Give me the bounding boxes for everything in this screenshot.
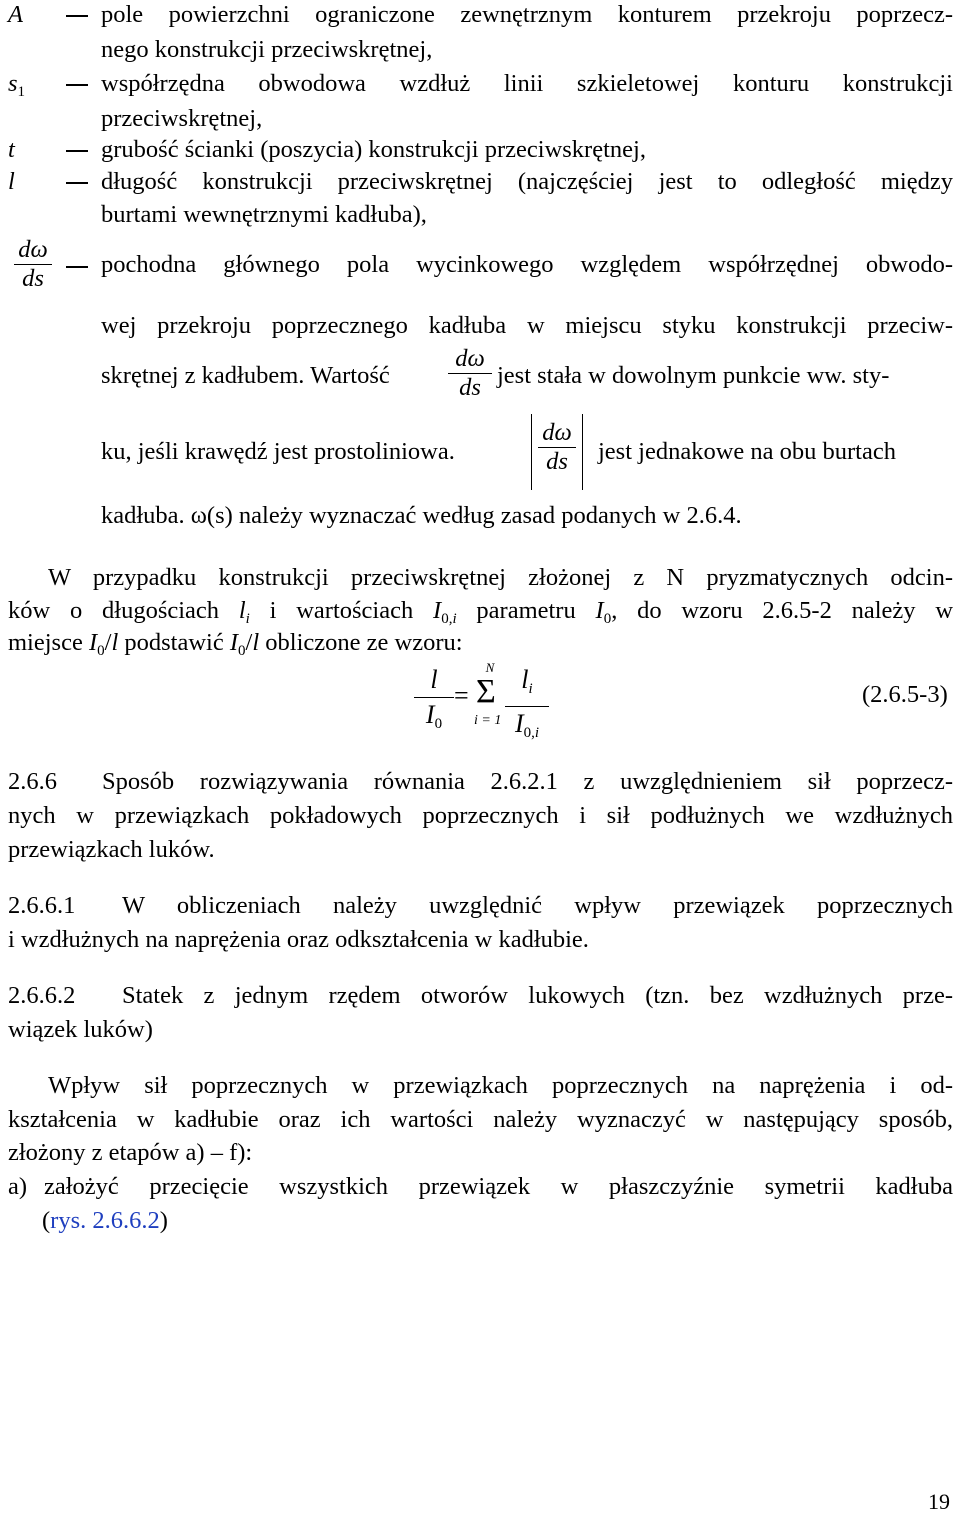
def-text: pochodna głównego pola wycinkowego względem współrzędnej obwodo- xyxy=(101,251,953,278)
def-text: grubość ścianki (poszycia) konstrukcji przeciwskrętnej, xyxy=(101,136,646,163)
formula-rhs: li $I_{0,i}$ xyxy=(505,663,549,750)
equals-sign: = xyxy=(454,681,469,710)
section-number: 2.6.6.1 xyxy=(8,892,76,919)
section-number: 2.6.6 xyxy=(8,768,57,795)
section-title-line: Sposób rozwiązywania równania 2.6.2.1 z uwzględnieniem sił poprzecz- xyxy=(102,768,953,795)
def-text: współrzędna obwodowa wzdłuż linii szkieletowej konturu konstrukcji xyxy=(101,70,953,97)
dash xyxy=(66,15,88,17)
abs-bar-left xyxy=(531,414,532,490)
fraction-domega-ds: dω ds xyxy=(448,345,492,402)
fraction-domega-ds: dω ds xyxy=(538,419,576,476)
section-title-line: wiązek luków) xyxy=(8,1016,153,1043)
def-text: nego konstrukcji przeciwskrętnej, xyxy=(101,36,433,63)
para-line: miejsce $I_0/l$ podstawić $I_0/l$ obliczone ze wzoru: xyxy=(8,629,463,659)
para-line: kształcenia w kadłubie oraz ich wartości należy wyznaczyć w następujący sposób, xyxy=(8,1106,953,1133)
section-number: 2.6.6.2 xyxy=(8,982,76,1009)
formula-lhs: l $I_0$ xyxy=(414,663,454,741)
section-title-line: przewiązkach luków. xyxy=(8,836,215,863)
def-text: pole powierzchni ograniczone zewnętrznym konturem przekroju poprzecz- xyxy=(101,1,953,28)
symbol-t: t xyxy=(8,136,15,163)
def-text: jest jednakowe na obu burtach xyxy=(598,438,896,465)
symbol-l: l xyxy=(8,168,15,195)
dash xyxy=(66,182,88,184)
section-text-line: W obliczeniach należy uwzględnić wpływ przewiązek poprzecznych xyxy=(122,892,953,919)
dash xyxy=(66,84,88,86)
para-line: Wpływ sił poprzecznych w przewiązkach poprzecznych na naprężenia i od- xyxy=(48,1072,953,1099)
page-number: 19 xyxy=(928,1489,950,1514)
dash xyxy=(66,266,88,268)
symbol-s1: $s_1$ xyxy=(8,70,26,100)
list-item-label: a) xyxy=(8,1173,28,1200)
sum-upper-limit: N xyxy=(485,660,495,675)
section-title-line: nych w przewiązkach pokładowych poprzecznych i sił podłużnych we wzdłużnych xyxy=(8,802,953,829)
def-text: burtami wewnętrznymi kadłuba), xyxy=(101,201,427,228)
figure-link[interactable]: rys. 2.6.6.2 xyxy=(50,1207,160,1234)
para-line: ków o długościach $l_i$ i wartościach $I_{0,i}$ parametru $I_0$, do wzoru 2.6.5-2 należy w xyxy=(8,597,954,627)
def-text: długość konstrukcji przeciwskrętnej (najczęściej jest to odległość między xyxy=(101,168,953,195)
def-text: przeciwskrętnej, xyxy=(101,105,263,132)
sum-lower-limit: i = 1 xyxy=(474,713,502,728)
section-text-line: i wzdłużnych na naprężenia oraz odkształcenia w kadłubie. xyxy=(8,926,589,953)
def-text: kadłuba. ω(s) należy wyznaczać według zasad podanych w 2.6.4. xyxy=(101,502,742,529)
def-text: jest stała w dowolnym punkcie ww. sty- xyxy=(497,362,890,389)
section-title-line: Statek z jednym rzędem otworów lukowych (tzn. bez wzdłużnych prze- xyxy=(122,982,953,1009)
para-line: W przypadku konstrukcji przeciwskrętnej złożonej z N pryzmatycznych odcin- xyxy=(48,564,953,591)
para-line: złożony z etapów a) – f): xyxy=(8,1139,253,1166)
def-text: wej przekroju poprzecznego kadłuba w miejscu styku konstrukcji przeciw- xyxy=(101,312,953,339)
dash xyxy=(66,150,88,152)
sum-sign: Σ xyxy=(476,673,496,710)
def-text: skrętnej z kadłubem. Wartość xyxy=(101,362,390,389)
list-item-text: założyć przecięcie wszystkich przewiązek w płaszczyźnie symetrii kadłuba xyxy=(44,1173,953,1200)
symbol-A: A xyxy=(8,1,23,28)
list-item-text: (rys. 2.6.6.2) xyxy=(42,1207,168,1234)
fraction-domega-ds: dω ds xyxy=(14,236,52,293)
def-text: ku, jeśli krawędź jest prostoliniowa. xyxy=(101,438,455,465)
abs-bar-right xyxy=(582,414,583,490)
equation-number: (2.6.5-3) xyxy=(862,681,948,708)
